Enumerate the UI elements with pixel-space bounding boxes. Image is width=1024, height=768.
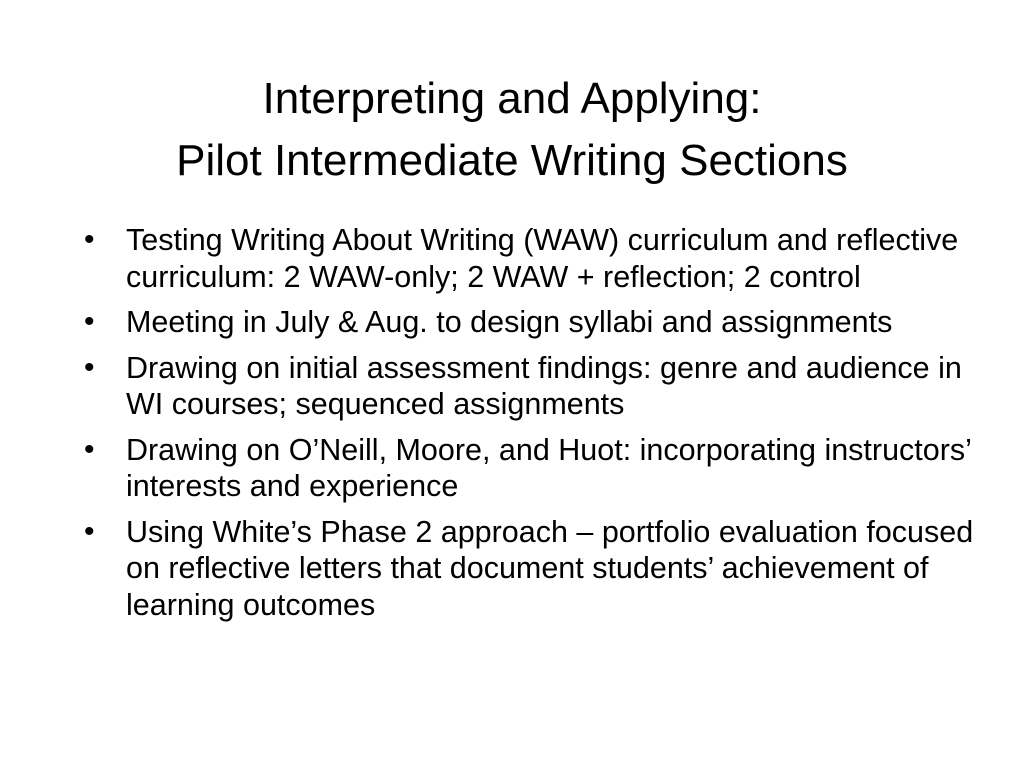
bullet-text: Using White’s Phase 2 approach – portfolio evaluation focused on reflective letters that document students’ achievement of learning outcomes	[126, 514, 974, 622]
slide-title-line-1: Interpreting and Applying:	[262, 74, 762, 123]
slide-title-line-2: Pilot Intermediate Writing Sections	[176, 136, 848, 185]
bullet-text: Testing Writing About Writing (WAW) curriculum and reflective curriculum: 2 WAW-only; 2 WAW + reflection; 2 control	[126, 223, 959, 294]
bullet-item	[80, 304, 990, 341]
bullet-icon: •	[84, 514, 95, 548]
bullet-icon: •	[84, 223, 95, 256]
bullet-icon: •	[84, 350, 95, 384]
bullet-icon: •	[84, 305, 95, 338]
bullet-text: Drawing on initial assessment findings: genre and audience in WI courses; sequenced assignments	[126, 350, 962, 421]
bullet-list	[80, 222, 990, 632]
bullet-item	[80, 350, 990, 423]
bullet-text: Drawing on O’Neill, Moore, and Huot: incorporating instructors’ interests and experience	[126, 432, 971, 503]
bullet-item	[80, 514, 990, 624]
slide-title	[40, 68, 984, 192]
bullet-item	[80, 432, 990, 505]
bullet-text: Meeting in July & Aug. to design syllabi and assignments	[126, 305, 893, 339]
bullet-item	[80, 222, 990, 295]
bullet-icon: •	[84, 432, 95, 466]
